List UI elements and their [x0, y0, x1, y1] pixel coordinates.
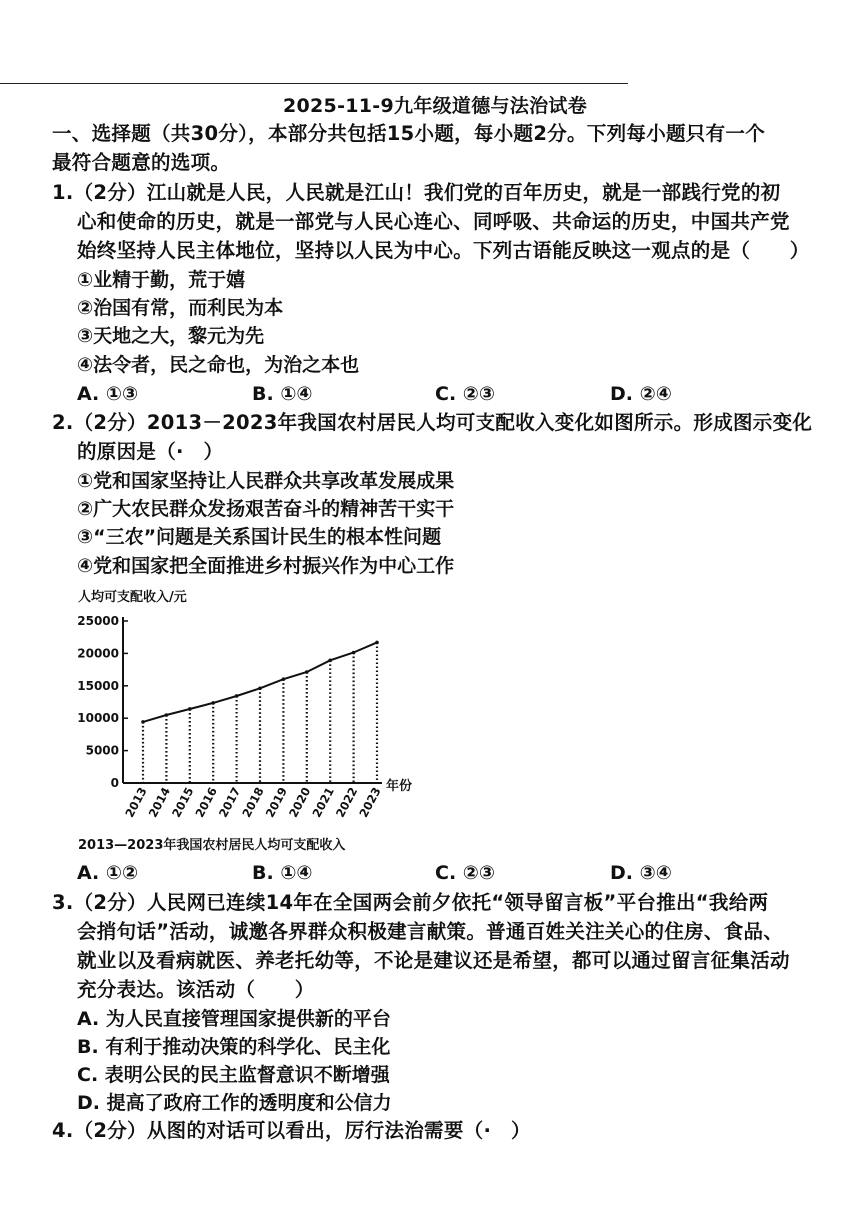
q2-stem-line-1: 2.（2分）2013－2023年我国农村居民人均可支配收入变化如图所示。形成图示变化 — [52, 411, 813, 434]
q1-item: ④法令者，民之命也，为治之本也 — [77, 354, 360, 376]
chart-x-tick-label: 2018 — [239, 784, 267, 820]
chart-title: 2013—2023年我国农村居民人均可支配收入 — [78, 838, 346, 853]
chart-x-tick-label: 2013 — [122, 784, 150, 820]
section-heading-line-1: 一、选择题（共30分），本部分共包括15小题，每小题2分。下列每小题只有一个 — [52, 122, 765, 145]
income-chart — [60, 585, 460, 857]
q3-choice-a: A. 为人民直接管理国家提供新的平台 — [77, 1008, 391, 1030]
chart-x-tick-label: 2022 — [332, 784, 361, 820]
q1-stem-line-2: 心和使命的历史，就是一部党与人民心连心、同呼吸、共命运的历史，中国共产党 — [77, 210, 790, 233]
q2-item: ③“三农”问题是关系国计民生的根本性问题 — [77, 526, 442, 548]
q2-item: ④党和国家把全面推进乡村振兴作为中心工作 — [77, 555, 455, 577]
chart-x-tick-label: 2017 — [215, 784, 244, 820]
chart-x-tick-label: 2021 — [309, 784, 337, 820]
q2-choice-d: D. ③④ — [610, 862, 672, 884]
chart-y-ticks — [77, 614, 128, 790]
q3-choice-c: C. 表明公民的民主监督意识不断增强 — [77, 1064, 390, 1086]
chart-x-tick-label: 2015 — [169, 784, 197, 820]
q3-stem-line-4: 充分表达。该活动（ ） — [77, 978, 315, 1001]
chart-y-tick-label: 5000 — [85, 743, 119, 758]
q2-item: ②广大农民群众发扬艰苦奋斗的精神苦干实干 — [77, 498, 455, 520]
chart-y-tick-label: 0 — [110, 776, 119, 790]
q2-choice-a: A. ①② — [77, 862, 139, 884]
chart-x-tick-label: 2014 — [145, 784, 174, 820]
header-rule — [0, 83, 628, 84]
page-title: 2025-11-9九年级道德与法治试卷 — [283, 95, 588, 117]
q2-item: ①党和国家坚持让人民群众共享改革发展成果 — [77, 470, 455, 492]
q1-choice-d: D. ②④ — [610, 383, 672, 405]
q1-choice-c: C. ②③ — [435, 383, 495, 405]
chart-y-tick-label: 20000 — [77, 646, 119, 661]
q3-stem-line-2: 会捎句话”活动，诚邀各界群众积极建言献策。普通百姓关注关心的住房、食品、 — [77, 920, 784, 943]
chart-y-axis-label: 人均可支配收入/元 — [78, 590, 187, 605]
q3-choice-d: D. 提高了政府工作的透明度和公信力 — [77, 1092, 392, 1114]
chart-x-axis-label: 年份 — [386, 779, 413, 794]
q4-stem-line-1: 4.（2分）从图的对话可以看出，厉行法治需要（· ） — [52, 1119, 531, 1142]
q1-stem-line-3: 始终坚持人民主体地位，坚持以人民为中心。下列古语能反映这一观点的是（ ） — [77, 239, 810, 262]
q3-choice-b: B. 有利于推动决策的科学化、民主化 — [77, 1036, 391, 1058]
chart-y-tick-label: 15000 — [77, 678, 119, 693]
section-heading-line-2: 最符合题意的选项。 — [52, 151, 231, 174]
chart-x-tick-label: 2019 — [262, 784, 291, 820]
q3-stem-line-1: 3.（2分）人民网已连续14年在全国两会前夕依托“领导留言板”平台推出“我给两 — [52, 891, 769, 914]
q2-choice-b: B. ①④ — [252, 862, 313, 884]
chart-x-tick-label: 2016 — [192, 784, 220, 820]
q3-stem-line-3: 就业以及看病就医、养老托幼等，不论是建议还是希望，都可以通过留言征集活动 — [77, 949, 790, 972]
chart-x-tick-label: 2020 — [286, 784, 314, 820]
chart-series-line — [143, 642, 377, 722]
chart-x-tick-label: 2023 — [356, 784, 384, 820]
chart-y-tick-label: 10000 — [77, 711, 119, 726]
q1-stem-line-1: 1.（2分）江山就是人民，人民就是江山！我们党的百年历史，就是一部践行党的初 — [52, 181, 781, 204]
q1-item: ②治国有常，而利民为本 — [77, 297, 284, 319]
q1-item: ③天地之大，黎元为先 — [77, 325, 265, 347]
q1-choice-b: B. ①④ — [252, 383, 313, 405]
q1-item: ①业精于勤，荒于嬉 — [77, 269, 246, 291]
q2-stem-line-2: 的原因是（· ） — [77, 440, 224, 463]
chart-y-tick-label: 25000 — [77, 614, 119, 628]
chart-axes — [123, 617, 382, 783]
q1-choice-a: A. ①③ — [77, 383, 139, 405]
chart-x-ticks — [122, 785, 383, 820]
q2-choice-c: C. ②③ — [435, 862, 495, 884]
